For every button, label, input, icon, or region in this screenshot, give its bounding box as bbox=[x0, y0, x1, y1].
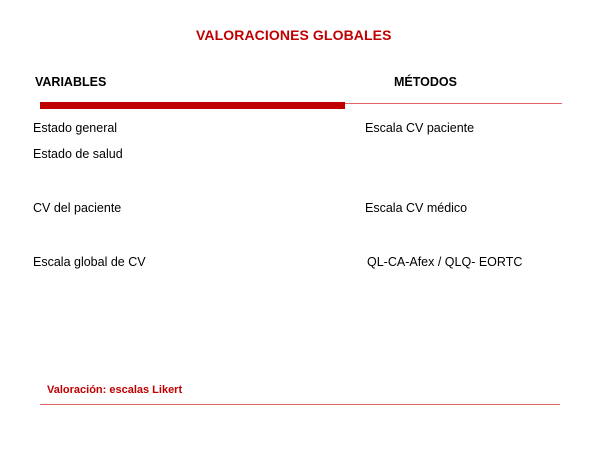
header-divider-thick bbox=[40, 102, 345, 109]
method-item: Escala CV médico bbox=[365, 201, 468, 215]
variable-item: Estado general bbox=[33, 121, 118, 135]
variable-item: Estado de salud bbox=[33, 147, 123, 161]
method-item: Escala CV paciente bbox=[365, 121, 475, 135]
variable-item: Escala global de CV bbox=[33, 255, 146, 269]
variables-header: VARIABLES bbox=[35, 75, 107, 89]
variable-item: CV del paciente bbox=[33, 201, 122, 215]
methods-header: MÉTODOS bbox=[394, 75, 457, 89]
slide-title: VALORACIONES GLOBALES bbox=[196, 27, 392, 43]
method-item: QL-CA-Afex / QLQ- EORTC bbox=[367, 255, 523, 269]
footnote-valoracion: Valoración: escalas Likert bbox=[47, 384, 183, 396]
header-divider-thin bbox=[345, 103, 562, 104]
footer-divider bbox=[40, 404, 560, 405]
